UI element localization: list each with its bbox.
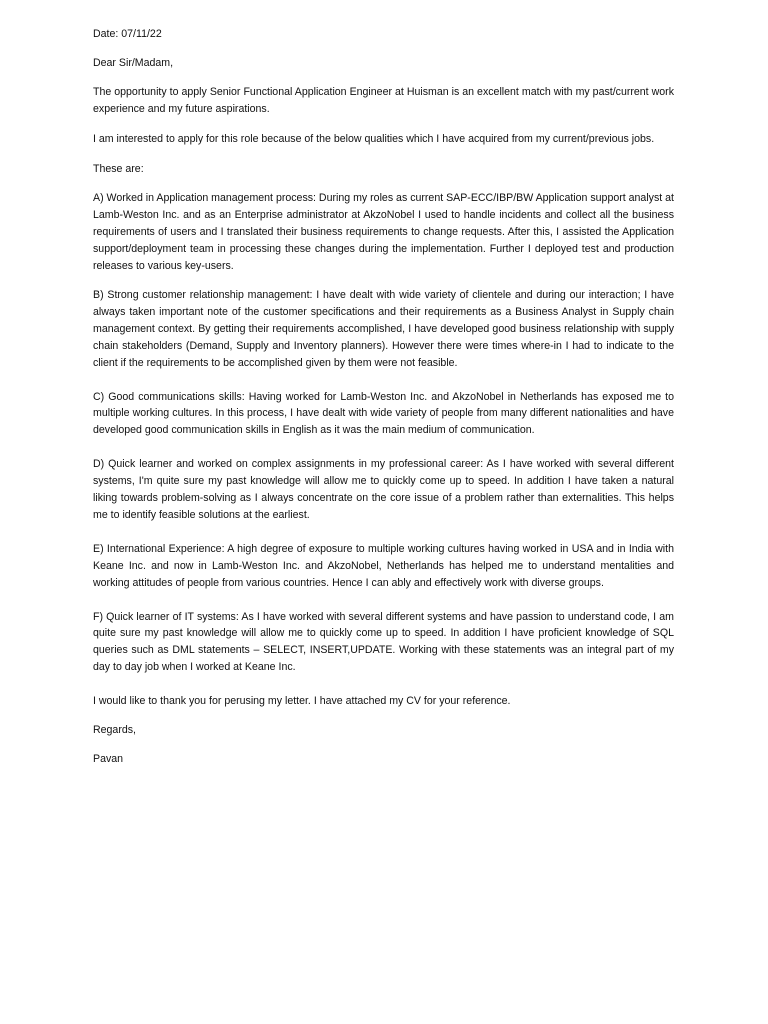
interest-paragraph: I am interested to apply for this role because of the below qualities which I have acquired from my current/previous jobs.: [93, 132, 655, 145]
these-are-label: These are:: [93, 162, 144, 175]
letter-salutation: Dear Sir/Madam,: [93, 56, 174, 69]
point-c-paragraph: C) Good communications skills: Having worked for Lamb-Weston Inc. and AkzoNobel in Netherlands has exposed me to multiple working cultures. In this process, I have dealt with wide variety of people from many different nationalities and have developed good communication skills in English as it was the main medium of communication.: [93, 390, 674, 437]
point-a-paragraph: A) Worked in Application management process: During my roles as current SAP-ECC/IBP/BW Application support analyst at Lamb-Weston Inc. and as an Enterprise administrator at AkzoNobel I used to handle incidents and collect all the business requirements of users and I translated their business requirements to change requests. After this, I assisted the Application support/deployment team in processing these changes during the implementation. Further I deployed test and production releases to various key-users.: [93, 192, 674, 273]
point-b-paragraph: B) Strong customer relationship management: I have dealt with wide variety of clientele and during our interaction; I have always taken important note of the customer specifications and their requirements as a Business Analyst in Supply chain management context. By getting their requirements accomplished, I have developed good business relationship with supply chain stakeholders (Demand, Supply and Inventory planners). However there were times where-in I had to indicate to the client if the requirements to be accomplished given by them were not feasible.: [93, 288, 674, 369]
point-e-paragraph: E) International Experience: A high degree of exposure to multiple working cultures having worked in USA and in India with Keane Inc. and now in Lamb-Weston Inc. and AkzoNobel, Netherlands has helped me to understand mentalities and working attitudes of people from various countries. Hence I can ably and effectively work with diverse groups.: [93, 542, 674, 589]
letter-page: [93, 26, 674, 768]
thanks-paragraph: I would like to thank you for perusing my letter. I have attached my CV for your reference.: [93, 695, 511, 708]
point-d-paragraph: D) Quick learner and worked on complex assignments in my professional career: As I have worked with several different systems, I'm quite sure my past knowledge will allow me to quickly come up to speed. In addition I have taken a natural liking towards problem-solving as I always concentrate on the core issue of a problem rather than externalities. This helps me to identify feasible solutions at the earliest.: [93, 458, 674, 521]
letter-date: Date: 07/11/22: [93, 28, 162, 40]
letter-closing: Regards,: [93, 724, 136, 737]
point-f-paragraph: F) Quick learner of IT systems: As I have worked with several different systems and have passion to understand code, I am quite sure my past knowledge will allow me to quickly come up to speed. In addition I have proficient knowledge of SQL queries such as DML statements – SELECT, INSERT,UPDATE. Working with these statements was an integral part of my day to day job when I worked at Keane Inc.: [93, 610, 674, 674]
intro-paragraph: The opportunity to apply Senior Functional Application Engineer at Huisman is an excellent match with my past/current work experience and my future aspirations.: [93, 85, 674, 115]
letter-signature: Pavan: [93, 753, 124, 765]
